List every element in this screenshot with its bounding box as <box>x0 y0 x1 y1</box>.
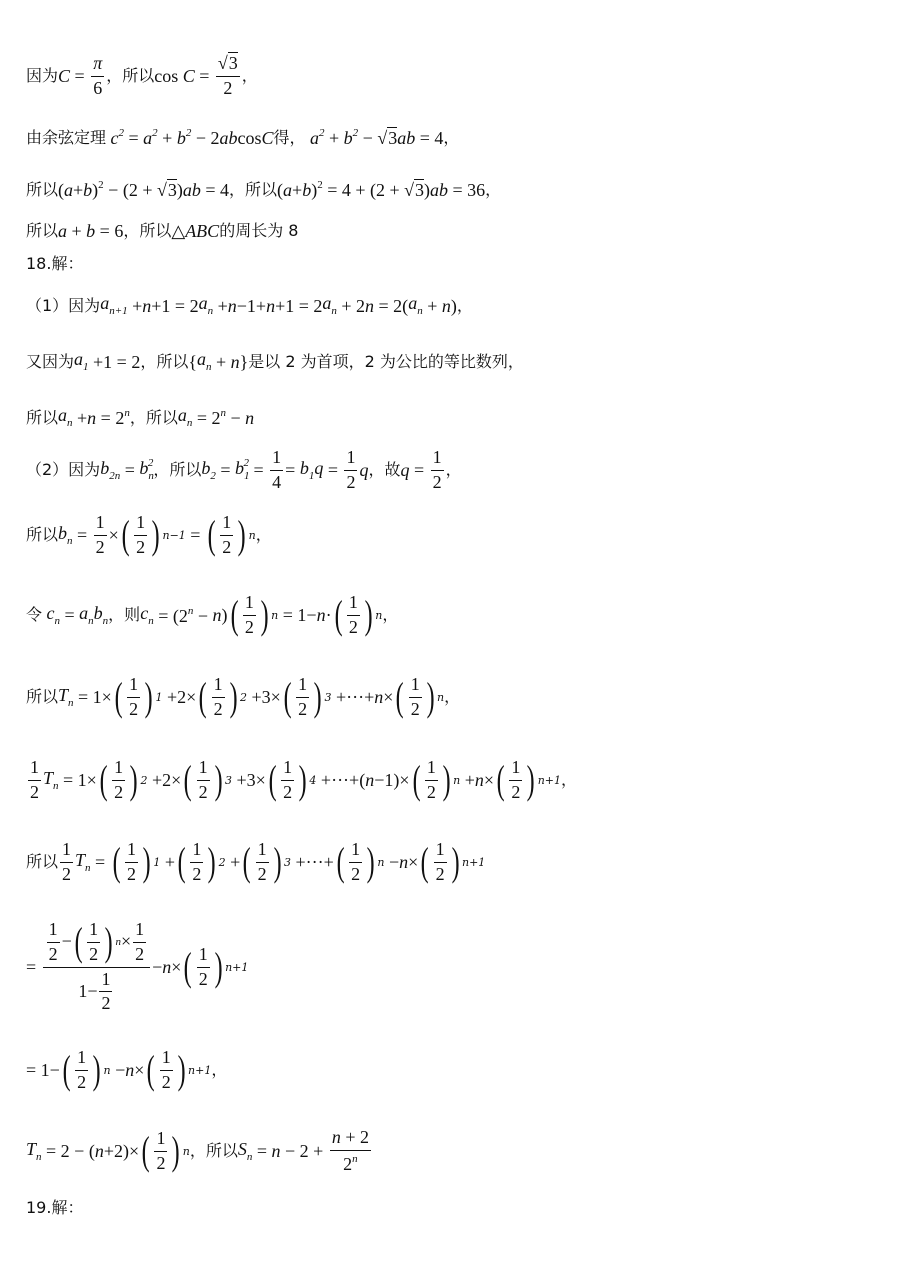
equation-line-2: 由余弦定理 $c^2$ = $a^2$ + $b^2$ − 2 ab cos C 得， $a^2$ + $b^2$ − √3 ab = 4 ， <box>26 127 460 148</box>
equation-line-15: = 1− ( $\frac{1}{2}$ ) n − n × ( $\frac{1}{2}$ ) n+1 ， <box>26 1047 228 1093</box>
text: ，所以 <box>229 179 278 199</box>
text: ，则 <box>108 605 141 625</box>
text: 是以 2 为首项，2 为公比的等比数列， <box>248 351 524 371</box>
text: ，故 <box>368 460 401 480</box>
text: 又因为 <box>26 351 75 371</box>
equation-line-8: （2）因为 $b_{2n}$ = $b_n^2$ ，所以 $b_2$ = $b_1^2$ = $\frac{1}{4}$ = $b_1q$ = $\frac{1}{2}$ q ，故 q = $\frac{1}{2}$ ， <box>26 447 462 492</box>
equation-line-1: 因为 C = $\frac{\pi}{6}$ ，所以 cos C = $\frac{√3}{2}$ ， <box>26 53 258 98</box>
text: ，所以 <box>189 1141 238 1161</box>
text: 由余弦定理 <box>26 127 107 147</box>
equation-line-14: = $\frac{1}{2}$ − ( $\frac{1}{2}$ ) n × $\frac{1}{2}$ 1− $\frac{1}{2}$ − n × ( $\frac{1}{2}$ ) n+1 <box>26 919 249 1014</box>
text: 所以 <box>26 687 59 707</box>
text: 所以 <box>26 525 59 545</box>
equation-line-6: 又因为 $a_1$ +1 = 2 ，所以 { $a_n$ + n } 是以 2 为首项，2 为公比的等比数列， <box>26 349 524 373</box>
text: 所以 <box>26 221 59 240</box>
equation-line-12: $\frac{1}{2}$ $T_n$ = 1× ( $\frac{1}{2}$ ) 2 +2× ( $\frac{1}{2}$ ) 3 +3× ( $\frac{1}{2}$ ) 4 +···+( n −1)× ( $\frac{1}{2}$ ) n + n × ( $\frac{1}{2}$ ) n+1 ， <box>30 757 578 803</box>
text: 的周长为 8 <box>219 221 299 240</box>
text: ，所以 <box>123 221 172 240</box>
equation-line-13: 所以 $\frac{1}{2}$ $T_n$ = ( $\frac{1}{2}$ ) 1 + ( $\frac{1}{2}$ ) 2 + ( $\frac{1}{2}$ ) 3 +···+ ( $\frac{1}{2}$ ) n − n × ( $\frac{1}{2}$ ) n+1 <box>26 839 486 885</box>
text: 18.解： <box>26 254 84 273</box>
text: 得， <box>273 127 306 147</box>
text: （2）因为 <box>26 460 101 480</box>
text: 所以 <box>26 407 59 427</box>
problem-19-heading <box>26 1200 83 1216</box>
equation-line-9: 所以 $b_n$ = $\frac{1}{2}$ × ( $\frac{1}{2}$ ) n−1 = ( $\frac{1}{2}$ ) n ， <box>26 512 272 558</box>
equation-line-4: 所以 a + b = 6 ，所以 △ ABC 的周长为 8 <box>26 221 299 241</box>
text: ，所以 <box>106 66 155 86</box>
equation-line-11: 所以 $T_n$ = 1× ( $\frac{1}{2}$ ) 1 +2× ( $\frac{1}{2}$ ) 2 +3× ( $\frac{1}{2}$ ) 3 +···+ n × ( $\frac{1}{2}$ ) n ， <box>26 674 461 720</box>
equation-line-7: 所以 $a_n$ + n = $2^n$ ，所以 $a_n$ = $2^n$ − n <box>26 405 255 429</box>
text: 19.解： <box>26 1198 84 1217</box>
equation-line-16: $T_n$ = 2 − ( n +2)× ( $\frac{1}{2}$ ) n ，所以 $S_n$ = n − 2 + $\frac{n + 2}{2^n}$ <box>26 1127 369 1174</box>
text: 令 <box>26 605 43 625</box>
text: ，所以 <box>153 460 202 480</box>
equation-line-10: 令 $c_n$ = $a_nb_n$ ，则 $c_n$ = ($2^n$ − n ) ( $\frac{1}{2}$ ) n = 1− n · ( $\frac{1}{2}$ ) n ， <box>26 592 399 638</box>
text: 所以 <box>26 852 59 872</box>
equation-line-5: （1）因为 $a_{n+1}$ + n +1 = 2 $a_n$ + n −1+ n +1 = 2 $a_n$ + 2 n = 2( $a_n$ + n ) ， <box>26 293 473 317</box>
equation-line-3: 所以 ( a + b )$^2$ − (2 + √3) ab = 4 ，所以 ( a + b )$^2$ = 4 + (2 + √3) ab = 36 ， <box>26 179 502 200</box>
text: 因为 <box>26 66 59 86</box>
text: ，所以 <box>140 351 189 371</box>
text: ，所以 <box>129 407 178 427</box>
problem-18-heading <box>26 256 83 272</box>
text: 所以 <box>26 179 59 199</box>
text: （1）因为 <box>26 295 101 315</box>
